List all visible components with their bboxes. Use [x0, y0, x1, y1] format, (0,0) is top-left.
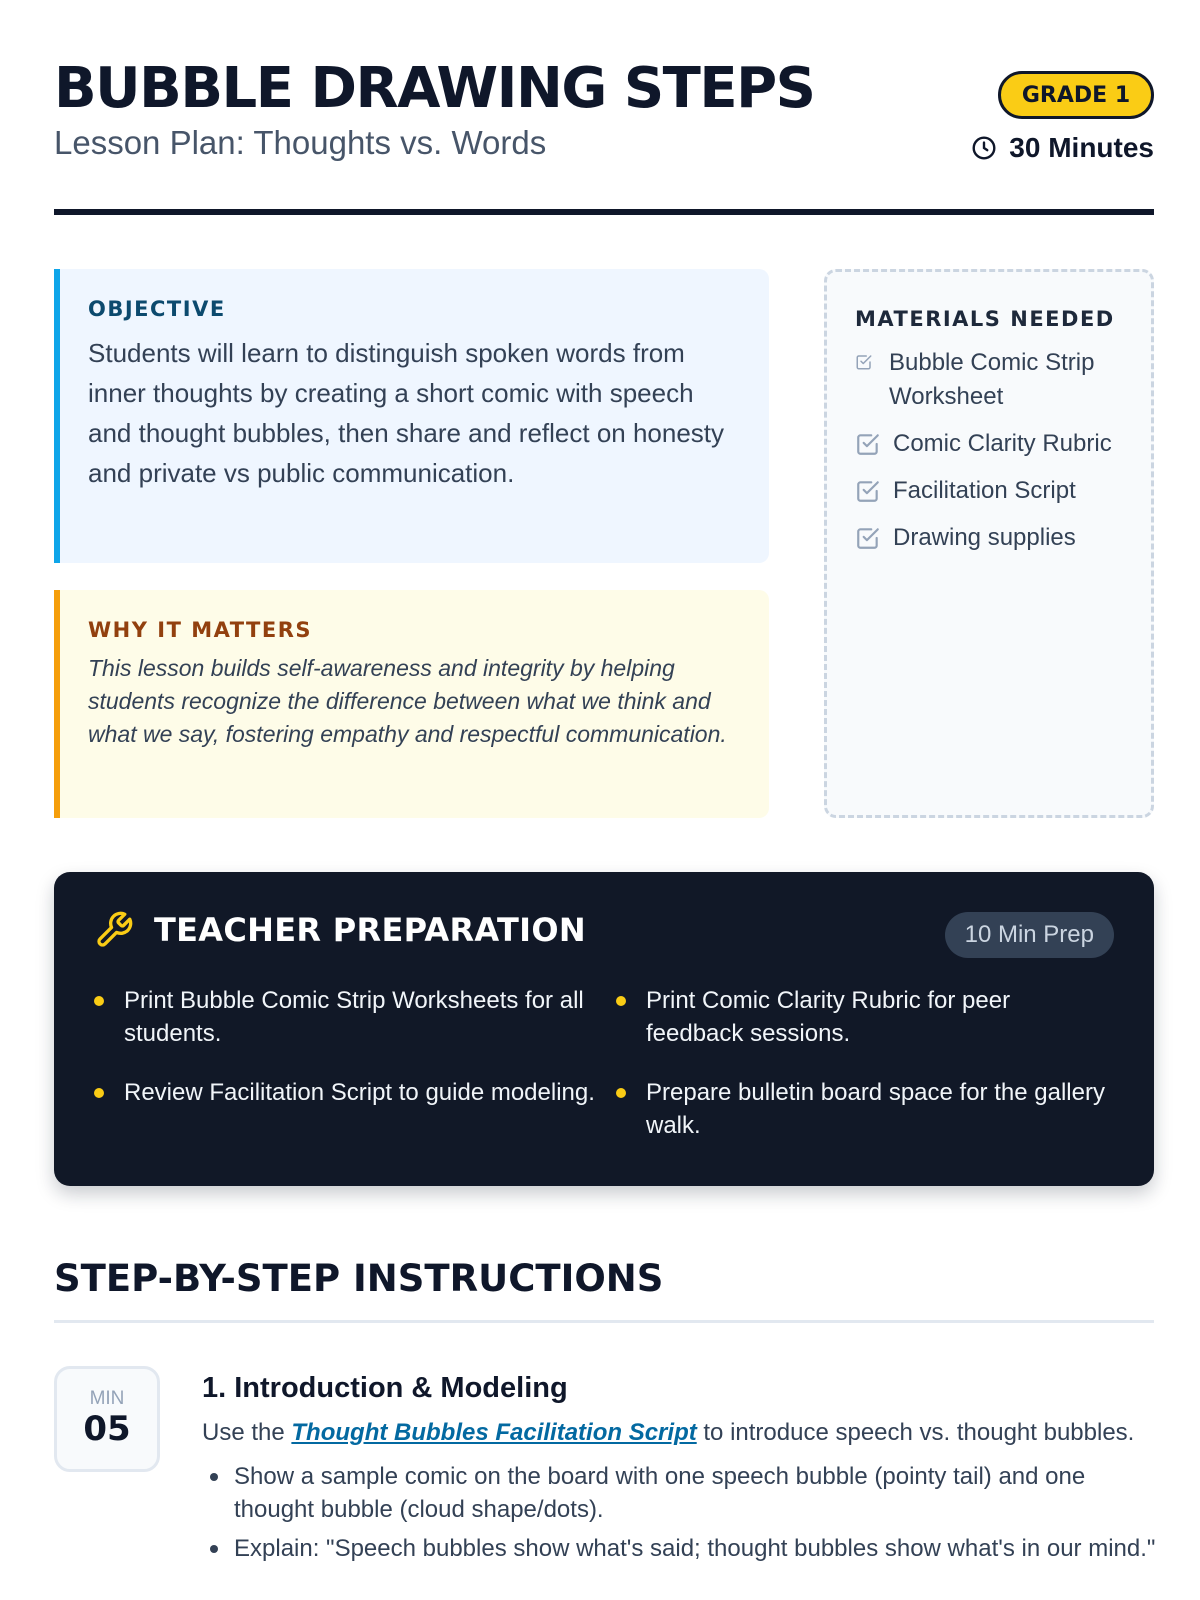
- materials-label: MATERIALS NEEDED: [855, 307, 1115, 331]
- steps-heading: STEP-BY-STEP INSTRUCTIONS: [54, 1257, 664, 1300]
- step-content: [202, 1368, 1162, 1571]
- prep-task-list: [94, 984, 1114, 1142]
- step-bullet: [210, 1460, 1162, 1526]
- step-lead: [202, 1416, 1162, 1450]
- grade-badge: GRADE 1: [998, 71, 1154, 119]
- step-bullet-text: Explain: "Speech bubbles show what's said; thought bubbles show what's in our mind.": [234, 1535, 1156, 1562]
- steps-divider: [54, 1320, 1154, 1323]
- step-bullet-text: Show a sample comic on the board with one speech bubble (pointy tail) and one thought bubble (cloud shape/dots).: [234, 1463, 1086, 1523]
- prep-task-text: Print Comic Clarity Rubric for peer feedback sessions.: [646, 987, 1011, 1047]
- bullet-dot: [616, 996, 626, 1006]
- material-label: Drawing supplies: [893, 524, 1076, 551]
- bullet-dot: [210, 1545, 218, 1553]
- prep-time-badge: 10 Min Prep: [945, 912, 1114, 958]
- step-bullet-list: [202, 1460, 1162, 1565]
- page-title: BUBBLE DRAWING STEPS: [54, 56, 815, 121]
- minutes-value: 05: [83, 1409, 131, 1449]
- objective-card: [54, 269, 769, 563]
- checkbox-icon: [855, 431, 881, 457]
- step-lead-prefix: Use the: [202, 1419, 292, 1446]
- lesson-duration: [971, 131, 1154, 165]
- teacher-preparation-card: [54, 872, 1154, 1186]
- material-label: Facilitation Script: [893, 477, 1076, 504]
- bullet-dot: [94, 1088, 104, 1098]
- objective-text: Students will learn to distinguish spoken words from inner thoughts by creating a short comic with speech and thought bubbles, then share and reflect on honesty and private vs public communication.: [88, 338, 725, 488]
- prep-task-text: Prepare bulletin board space for the gallery walk.: [646, 1079, 1105, 1139]
- objective-label: OBJECTIVE: [88, 297, 226, 321]
- step-lead-suffix: to introduce speech vs. thought bubbles.: [696, 1419, 1135, 1446]
- prep-task-text: Print Bubble Comic Strip Worksheets for all students.: [124, 987, 584, 1047]
- header-divider: [54, 209, 1154, 215]
- page-subtitle: Lesson Plan: Thoughts vs. Words: [54, 124, 547, 161]
- step-title: 1. Introduction & Modeling: [202, 1372, 568, 1404]
- duration-text: 30 Minutes: [1009, 132, 1154, 163]
- prep-title: TEACHER PREPARATION: [154, 911, 586, 949]
- clock-icon: [971, 135, 997, 161]
- wrench-icon: [94, 910, 134, 950]
- material-label: Bubble Comic Strip Worksheet: [889, 349, 1095, 410]
- bullet-dot: [616, 1088, 626, 1098]
- why-it-matters-card: [54, 590, 769, 818]
- material-label: Comic Clarity Rubric: [893, 430, 1112, 457]
- step-bullet: [210, 1532, 1162, 1565]
- checkbox-icon: [855, 525, 881, 551]
- material-item: [855, 427, 1125, 461]
- bullet-dot: [210, 1473, 218, 1481]
- materials-list: [855, 346, 1125, 555]
- prep-task: [616, 1076, 1114, 1142]
- materials-card: [824, 269, 1154, 818]
- facilitation-script-link[interactable]: Thought Bubbles Facilitation Script: [291, 1419, 697, 1446]
- prep-task: [94, 984, 616, 1050]
- why-text: This lesson builds self-awareness and integrity by helping students recognize the difference between what we think and what we say, fostering empathy and respectful communication.: [88, 655, 727, 747]
- lesson-plan-page: [54, 0, 1156, 1562]
- material-item: [855, 521, 1125, 555]
- prep-task: [94, 1076, 616, 1142]
- prep-task: [616, 984, 1114, 1050]
- minutes-label: MIN: [89, 1388, 125, 1409]
- page-header: [54, 0, 1154, 215]
- material-item: [855, 474, 1125, 508]
- checkbox-icon: [855, 353, 873, 371]
- step-minutes-box: [54, 1366, 160, 1472]
- material-item: [855, 346, 1125, 414]
- prep-task-text: Review Facilitation Script to guide modeling.: [124, 1079, 595, 1106]
- bullet-dot: [94, 996, 104, 1006]
- prep-header: [94, 910, 586, 950]
- checkbox-icon: [855, 478, 881, 504]
- why-label: WHY IT MATTERS: [88, 618, 312, 642]
